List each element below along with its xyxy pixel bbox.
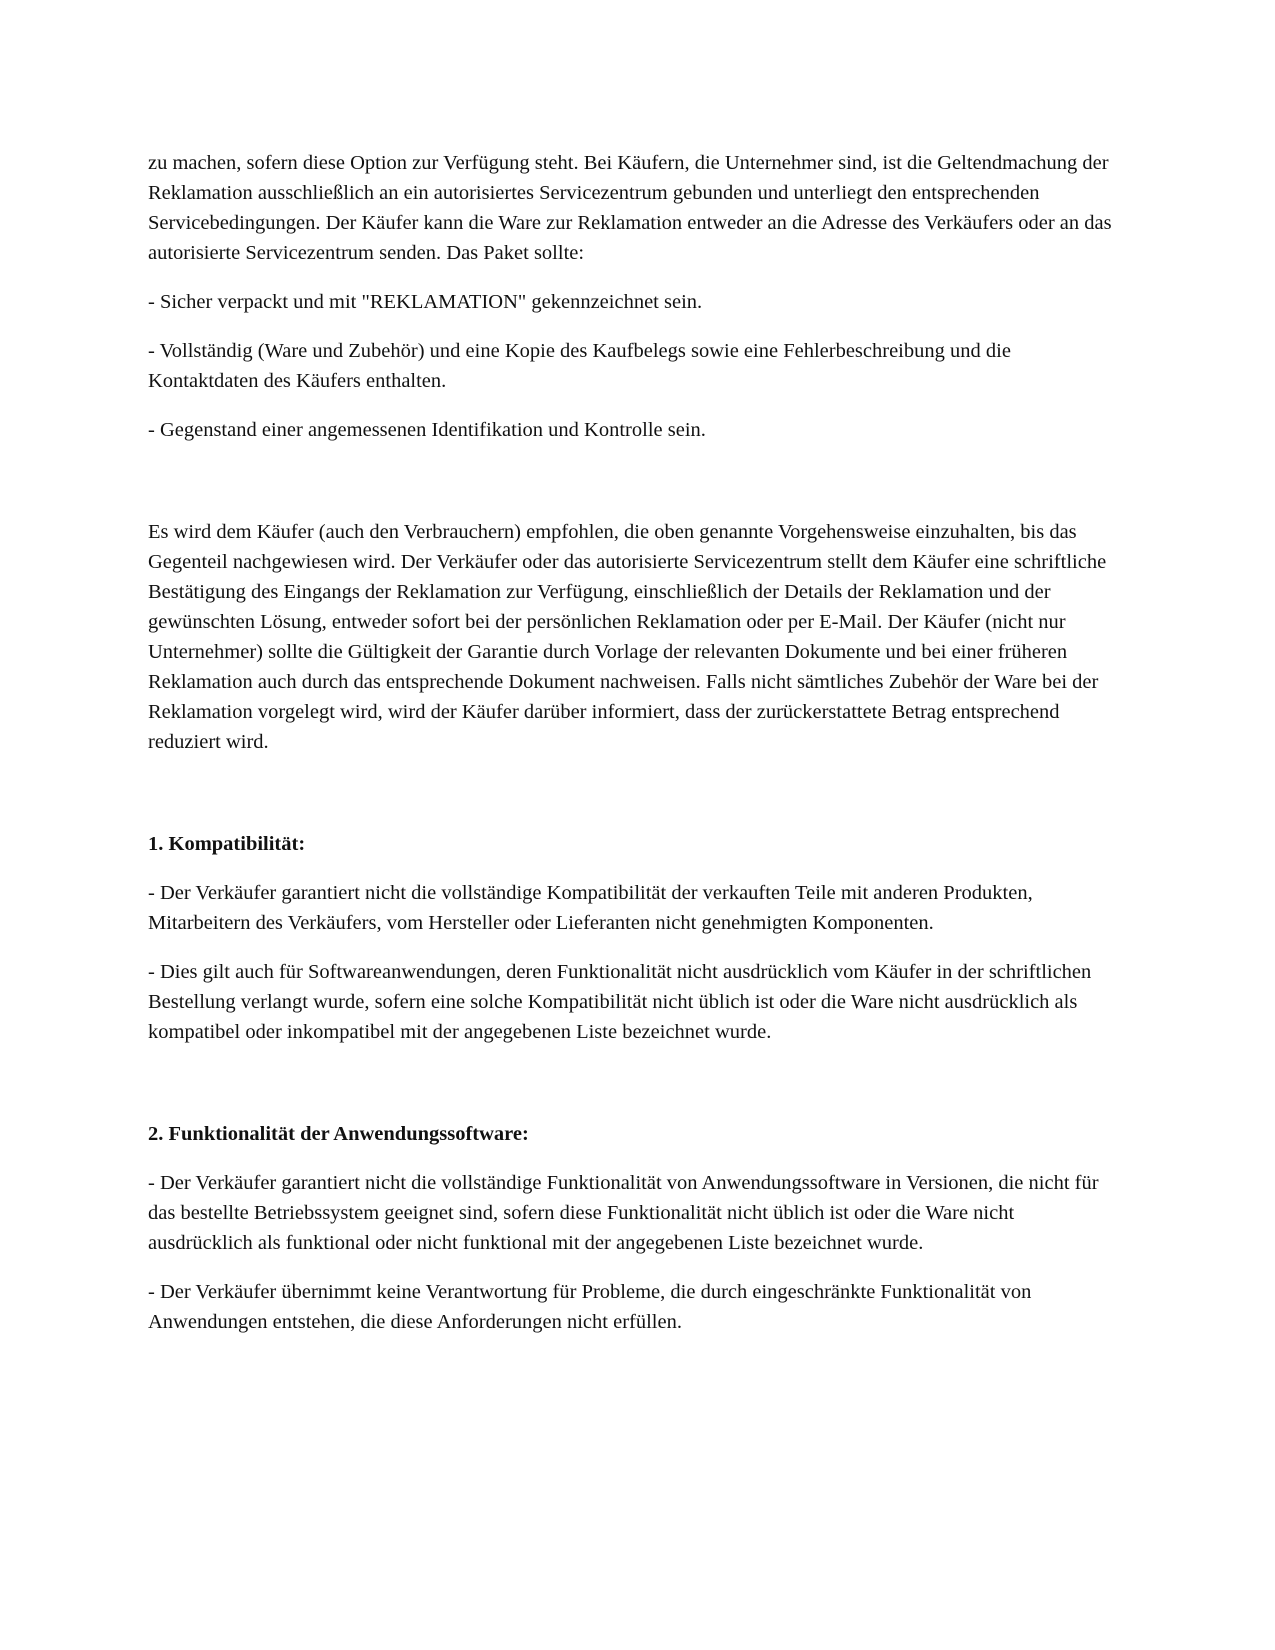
list-item-software-1: - Der Verkäufer garantiert nicht die vollständige Funktionalität von Anwendungssoftware in Versionen, die nicht für das bestellte Betriebssystem geeignet sind, sofern diese Funktionalität nicht üblich ist oder die Ware nicht ausdrücklich als funktional oder nicht funktional mit der angegebenen Liste bezeichnet wurde. bbox=[148, 1172, 1099, 1254]
list-item-packaging: - Sicher verpackt und mit "REKLAMATION" gekennzeichnet sein. bbox=[148, 291, 703, 313]
list-item-compatibility-2: - Dies gilt auch für Softwareanwendungen, deren Funktionalität nicht ausdrücklich vom Käufer in der schriftlichen Bestellung verlangt wurde, sofern eine solche Kompatibilität nicht üblich ist oder die Ware nicht ausdrücklich als kompatibel oder inkompatibel mit der angegebenen Liste bezeichnet wurde. bbox=[148, 961, 1092, 1043]
list-item-contents: - Vollständig (Ware und Zubehör) und eine Kopie des Kaufbelegs sowie eine Fehlerbeschreibung und die Kontaktdaten des Käufers enthalten. bbox=[148, 340, 1011, 392]
document-body bbox=[148, 148, 1123, 1356]
spacer bbox=[148, 776, 1123, 829]
spacer bbox=[148, 464, 1123, 517]
section-heading-software: 2. Funktionalität der Anwendungssoftware: bbox=[148, 1123, 529, 1145]
paragraph-procedure: Es wird dem Käufer (auch den Verbrauchern) empfohlen, die oben genannte Vorgehensweise einzuhalten, bis das Gegenteil nachgewiesen wird. Der Verkäufer oder das autorisierte Servicezentrum stellt dem Käufer eine schriftliche Bestätigung des Eingangs der Reklamation zur Verfügung, einschließlich der Details der Reklamation und der gewünschten Lösung, entweder sofort bei der persönlichen Reklamation oder per E-Mail. Der Käufer (nicht nur Unternehmer) sollte die Gültigkeit der Garantie durch Vorlage der relevanten Dokumente und bei einer früheren Reklamation auch durch das entsprechende Dokument nachweisen. Falls nicht sämtliches Zubehör der Ware bei der Reklamation vorgelegt wird, wird der Käufer darüber informiert, dass der zurückerstattete Betrag entsprechend reduziert wird. bbox=[148, 521, 1107, 753]
section-heading-compatibility: 1. Kompatibilität: bbox=[148, 833, 306, 855]
paragraph-intro: zu machen, sofern diese Option zur Verfügung steht. Bei Käufern, die Unternehmer sind, ist die Geltendmachung der Reklamation ausschließlich an ein autorisiertes Servicezentrum gebunden und unterliegt den entsprechenden Servicebedingungen. Der Käufer kann die Ware zur Reklamation entweder an die Adresse des Verkäufers oder an das autorisierte Servicezentrum senden. Das Paket sollte: bbox=[148, 152, 1112, 264]
list-item-software-2: - Der Verkäufer übernimmt keine Verantwortung für Probleme, die durch eingeschränkte Funktionalität von Anwendungen entstehen, die diese Anforderungen nicht erfüllen. bbox=[148, 1281, 1032, 1333]
spacer bbox=[148, 1066, 1123, 1119]
list-item-compatibility-1: - Der Verkäufer garantiert nicht die vollständige Kompatibilität der verkauften Teile mit anderen Produkten, Mitarbeitern des Verkäufers, vom Hersteller oder Lieferanten nicht genehmigten Komponenten. bbox=[148, 882, 1033, 934]
list-item-identification: - Gegenstand einer angemessenen Identifikation und Kontrolle sein. bbox=[148, 419, 706, 441]
